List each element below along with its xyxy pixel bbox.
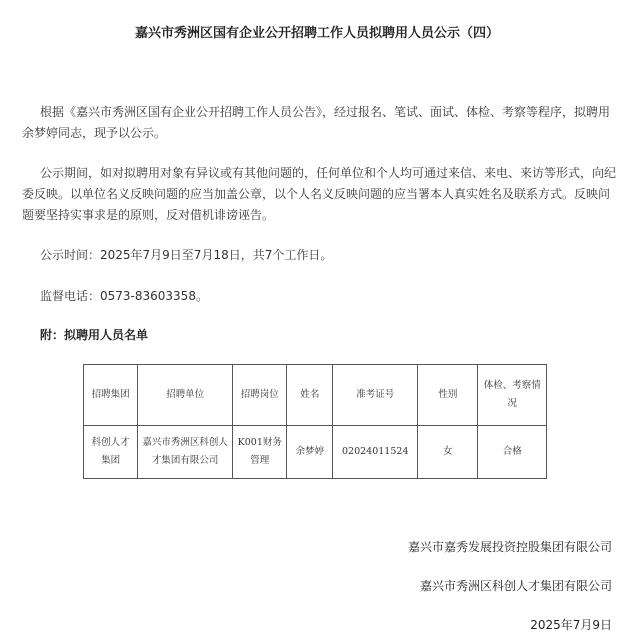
paragraph-objection-text: 公示期间，如对拟聘用对象有异议或有其他问题的，任何单位和个人均可通过来信、来电、来访等形式，向纪委反映。以单位名义反映问题的应当加盖公章，以个人名义反映问题的应当署本人真实姓名及联系方式。反映问题要坚持实事求是的原则，反对借机诽谤诬告。 <box>22 166 617 222</box>
signature-org-holding: 嘉兴市嘉秀发展投资控股集团有限公司 <box>407 540 612 554</box>
header-check-result: 体检、考察情况 <box>478 365 547 426</box>
cell-name: 余梦婷 <box>287 426 333 479</box>
header-position: 招聘岗位 <box>233 365 287 426</box>
table-header-row <box>84 365 547 426</box>
attachment-heading <box>22 325 618 346</box>
cell-check-result: 合格 <box>478 426 547 479</box>
cell-unit: 嘉兴市秀洲区科创人才集团有限公司 <box>138 426 233 479</box>
header-unit: 招聘单位 <box>138 365 233 426</box>
table-row <box>84 426 547 479</box>
attachment-heading-text: 附：拟聘用人员名单 <box>40 328 149 342</box>
candidate-table <box>83 364 547 479</box>
signature-date: 2025年7月9日 <box>530 618 612 632</box>
signature-org-talent: 嘉兴市秀洲区科创人才集团有限公司 <box>419 579 612 593</box>
paragraph-hotline-text: 监督电话：0573-83603358。 <box>40 289 208 303</box>
header-exam-number: 准考证号 <box>333 365 418 426</box>
cell-position: K001财务管理 <box>233 426 287 479</box>
cell-gender: 女 <box>418 426 478 479</box>
cell-exam-number: 02024011524 <box>333 426 418 479</box>
paragraph-objection <box>22 163 618 226</box>
paragraph-announcement <box>22 102 618 144</box>
cell-group: 科创人才集团 <box>84 426 138 479</box>
paragraph-publicity-period <box>22 245 618 266</box>
document-title: 嘉兴市秀洲区国有企业公开招聘工作人员拟聘用人员公示（四） <box>134 26 499 41</box>
paragraph-hotline <box>22 286 618 307</box>
paragraph-announcement-text: 根据《嘉兴市秀洲区国有企业公开招聘工作人员公告》，经过报名、笔试、面试、体检、考察等程序，拟聘用余梦婷同志，现予以公示。 <box>22 105 611 140</box>
header-gender: 性别 <box>418 365 478 426</box>
paragraph-publicity-period-text: 公示时间：2025年7月9日至7月18日，共7个工作日。 <box>40 248 333 262</box>
header-group: 招聘集团 <box>84 365 138 426</box>
header-name: 姓名 <box>287 365 333 426</box>
